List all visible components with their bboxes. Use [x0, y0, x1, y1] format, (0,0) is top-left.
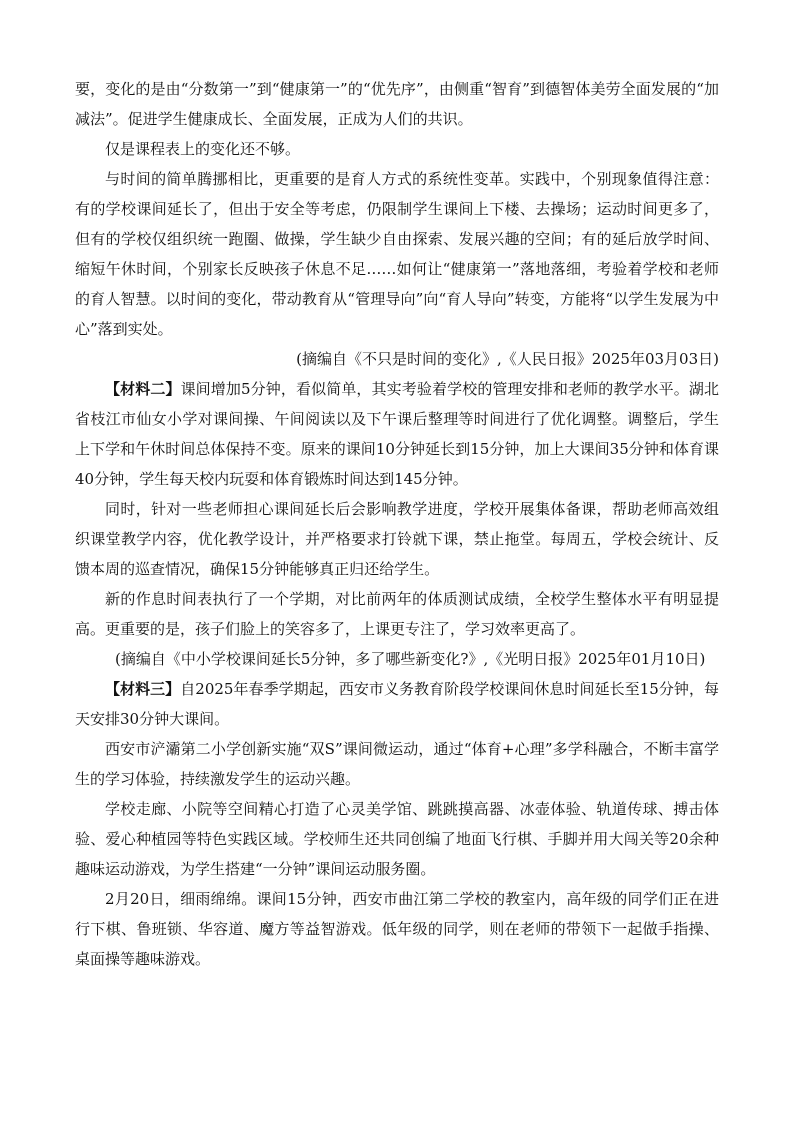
document-page [75, 74, 719, 974]
material-three-paragraph-3: 学校走廊、小院等空间精心打造了心灵美学馆、跳跳摸高器、冰壶体验、轨道传球、搏击体验、爱心种植园等特色实践区域。学校师生还共同创编了地面飞行棋、手脚并用大闯关等20余种趣味运动游戏，为学生搭建“一分钟”课间运动服务圈。 [75, 800, 719, 878]
paragraph-education-reform: 与时间的简单腾挪相比，更重要的是育人方式的系统性变革。实践中，个别现象值得注意：有的学校课间延长了，但出于安全等考虑，仍限制学生课间上下楼、去操场；运动时间更多了，但有的学校仅组织统一跑圈、做操，学生缺少自由探索、发展兴趣的空间；有的延后放学时间、缩短午休时间，个别家长反映孩子休息不足……如何让“健康第一”落地落细，考验着学校和老师的育人智慧。以时间的变化，带动教育从“管理导向”向“育人导向”转变，方能将“以学生发展为中心”落到实处。 [75, 170, 719, 338]
material-two-label: 【材料二】 [105, 380, 181, 398]
material-three-paragraph-4: 2月20日，细雨绵绵。课间15分钟，西安市曲江第二学校的教室内，高年级的同学们正在进行下棋、鲁班锁、华容道、魔方等益智游戏。低年级的同学，则在老师的带领下一起做手指操、桌面操等趣味游戏。 [75, 890, 719, 968]
source-citation-2: (摘编自《中小学校课间延长5分钟，多了哪些新变化?》,《光明日报》2025年01月10日) [115, 650, 706, 668]
source-citation-1: (摘编自《不只是时间的变化》,《人民日报》2025年03月03日) [296, 350, 719, 368]
material-three-label: 【材料三】 [105, 680, 181, 698]
material-two-paragraph-1 [75, 374, 719, 494]
material-three-paragraph-1 [75, 674, 719, 734]
material-two-text-1: 课间增加5分钟，看似简单，其实考验着学校的管理安排和老师的教学水平。湖北省枝江市仙女小学对课间操、午间阅读以及下午课后整理等时间进行了优化调整。调整后，学生上下学和午休时间总体保持不变。原来的课间10分钟延长到15分钟，加上大课间35分钟和体育课40分钟，学生每天校内玩耍和体育锻炼时间达到145分钟。 [75, 380, 719, 488]
paragraph-continuation: 要，变化的是由“分数第一”到“健康第一”的“优先序”，由侧重“智育”到德智体美劳全面发展的“加减法”。促进学生健康成长、全面发展，正成为人们的共识。 [75, 80, 719, 128]
material-three-paragraph-2: 西安市浐灞第二小学创新实施“双S”课间微运动，通过“体育+心理”多学科融合，不断丰富学生的学习体验，持续激发学生的运动兴趣。 [75, 740, 719, 788]
paragraph-course-schedule: 仅是课程表上的变化还不够。 [105, 140, 301, 158]
material-three-text-1: 自2025年春季学期起，西安市义务教育阶段学校课间休息时间延长至15分钟，每天安排30分钟大课间。 [75, 680, 719, 728]
material-two-paragraph-2: 同时，针对一些老师担心课间延长后会影响教学进度，学校开展集体备课，帮助老师高效组织课堂教学内容，优化教学设计，并严格要求打铃就下课，禁止拖堂。每周五，学校会统计、反馈本周的巡查情况，确保15分钟能够真正归还给学生。 [75, 500, 719, 578]
material-two-paragraph-3: 新的作息时间表执行了一个学期，对比前两年的体质测试成绩，全校学生整体水平有明显提高。更重要的是，孩子们脸上的笑容多了，上课更专注了，学习效率更高了。 [75, 590, 719, 638]
